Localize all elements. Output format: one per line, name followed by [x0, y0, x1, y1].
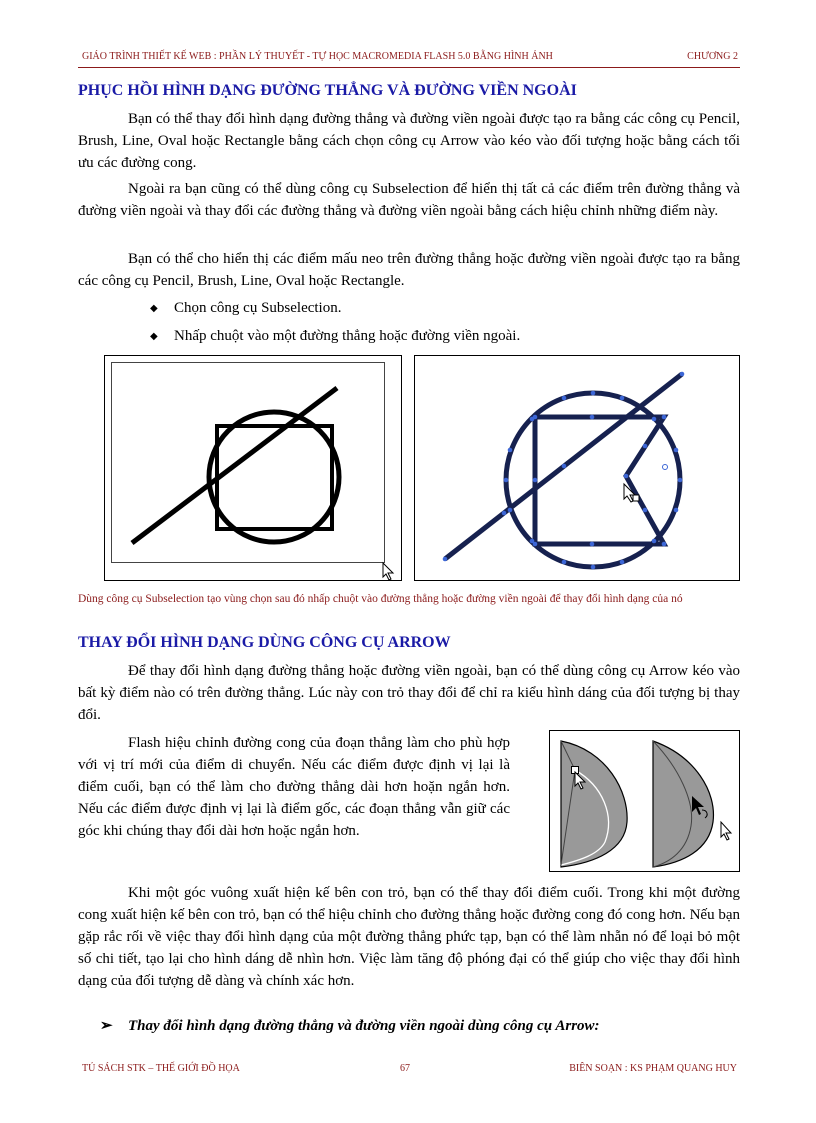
list-item: [150, 300, 341, 317]
figure-caption: Dùng công cụ Subselection tạo vùng chọn sau đó nhấp chuột vào đường thẳng hoặc đường viền ngoài để thay đổi hình dạng của nó: [78, 593, 683, 605]
subheading-text: Thay đổi hình dạng đường thẳng và đường viền ngoài dùng công cụ Arrow:: [128, 1018, 600, 1034]
figure-subselection-points: [414, 355, 740, 586]
bullet-icon: ◆: [150, 331, 158, 342]
paragraph: Ngoài ra bạn cũng có thể dùng công cụ Subselection để hiển thị tất cả các điểm trên đường thẳng và đường viền ngoài và thay đổi các đường thẳng và đường viền ngoài bằng cách hiệu chỉnh những điểm này.: [78, 181, 740, 219]
figure-arrow-reshape: [549, 730, 740, 877]
list-item-text: Chọn công cụ Subselection.: [174, 300, 342, 316]
footer-right: BIÊN SOẠN : KS PHẠM QUANG HUY: [569, 1063, 737, 1074]
figure-original-shape: [104, 355, 402, 586]
subheading-arrow-icon: ➢: [100, 1018, 113, 1034]
page-header: [78, 51, 738, 65]
subheading: [100, 1016, 600, 1035]
section-heading-arrow-tool: THAY ĐỔI HÌNH DẠNG DÙNG CÔNG CỤ ARROW: [78, 634, 451, 651]
bullet-icon: ◆: [150, 303, 158, 314]
footer-left: TỦ SÁCH STK – THẾ GIỚI ĐỒ HỌA: [82, 1063, 240, 1074]
header-divider: [78, 67, 740, 68]
header-title: GIÁO TRÌNH THIẾT KẾ WEB : PHẦN LÝ THUYẾT - TỰ HỌC MACROMEDIA FLASH 5.0 BẰNG HÌNH ẢNH: [82, 51, 553, 62]
list-item-text: Nhấp chuột vào một đường thẳng hoặc đường viền ngoài.: [174, 328, 521, 344]
paragraph: Flash hiệu chỉnh đường cong của đoạn thẳng làm cho phù hợp với vị trí mới của điểm di chuyển. Nếu các điểm được định vị lại là điểm cuối, bạn có thể làm cho đường thẳng dài hơn hoặn ngắn hơn. Nếu các điểm được định vị lại là điểm gốc, các đoạn thẳng vẫn giữ các góc khi chúng thay đổi dài hơn hoặc ngắn hơn.: [78, 735, 510, 839]
paragraph: Bạn có thể thay đổi hình dạng đường thẳng và đường viền ngoài được tạo ra bằng các công cụ Pencil, Brush, Line, Oval hoặc Rectangle bằng cách chọn công cụ Arrow vào kéo vào đối tượng hoặc bằng cách tối ưu các đường cong.: [78, 111, 740, 171]
section-heading-restore-shape: PHỤC HỒI HÌNH DẠNG ĐƯỜNG THẲNG VÀ ĐƯỜNG VIỀN NGOÀI: [78, 82, 577, 99]
paragraph: Để thay đổi hình dạng đường thẳng hoặc đường viền ngoài, bạn có thể dùng công cụ Arrow kéo vào bất kỳ điểm nào có trên đường thẳng. Lúc này con trỏ thay đổi để chỉ ra kiểu hình dáng của đối tượng bị thay đổi.: [78, 663, 740, 723]
header-chapter: CHƯƠNG 2: [687, 51, 738, 62]
list-item: [150, 328, 520, 345]
paragraph: Bạn có thể cho hiển thị các điểm mấu neo trên đường thẳng hoặc đường viền ngoài được tạo ra bằng các công cụ Pencil, Brush, Line, Oval hoặc Rectangle.: [78, 251, 740, 289]
paragraph: Khi một góc vuông xuất hiện kế bên con trỏ, bạn có thể thay đổi điểm cuối. Trong khi một đường cong xuất hiện kế bên con trỏ, bạn có thể hiệu chỉnh cho đường thẳng hoặc đường cong đó cong hơn. Nếu bạn gặp rắc rối về việc thay đổi hình dạng của một đường thẳng phức tạp, bạn có thể làm nhẵn nó để loại bỏ một số chi tiết, tạo lại cho hình dáng dễ nhìn hơn. Việc làm tăng độ phóng đại có thể giúp cho việc thay đổi hình dạng của đối tượng dễ dàng và chính xác hơn.: [78, 885, 740, 989]
page-number: 67: [400, 1063, 410, 1074]
